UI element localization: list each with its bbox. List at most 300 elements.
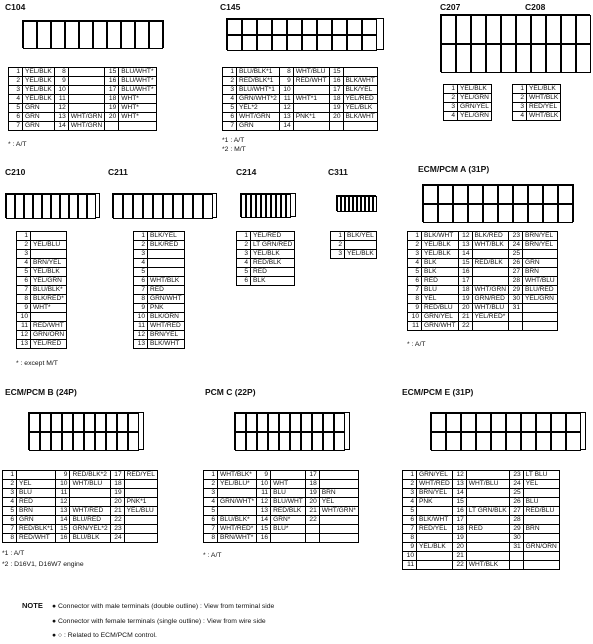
wire-color: YEL/BLU bbox=[124, 507, 157, 516]
wire-color bbox=[523, 489, 559, 498]
pin-number: 5 bbox=[3, 507, 17, 516]
pin-number bbox=[305, 534, 319, 543]
pin-row bbox=[223, 68, 378, 77]
wire-color: YEL/BLK bbox=[23, 95, 55, 104]
wire-color: PNK*1 bbox=[124, 498, 157, 507]
pin-number: 3 bbox=[331, 250, 345, 259]
terminal-cell bbox=[117, 432, 128, 451]
terminal-cell bbox=[246, 432, 257, 451]
wire-color: BLK/RED bbox=[472, 232, 509, 241]
wire-color: YEL bbox=[17, 480, 56, 489]
wire-color bbox=[319, 480, 358, 489]
title-c211: C211 bbox=[108, 167, 128, 177]
wire-color: RED/BLU bbox=[422, 304, 459, 313]
terminal-cell bbox=[227, 19, 242, 35]
title-pcmb: ECM/PCM B (24P) bbox=[5, 387, 77, 397]
terminal-cell bbox=[290, 432, 301, 451]
wire-color: YEL/RED bbox=[343, 95, 377, 104]
terminal-cell bbox=[486, 15, 501, 44]
connector-face-c214 bbox=[240, 193, 296, 217]
pin-row bbox=[223, 86, 378, 95]
pin-number: 16 bbox=[329, 77, 343, 86]
pin-row bbox=[3, 534, 158, 543]
pin-number: 12 bbox=[54, 104, 68, 113]
wire-color bbox=[124, 525, 157, 534]
pin-number: 11 bbox=[279, 95, 293, 104]
pin-number: 12 bbox=[452, 471, 466, 480]
pin-number: 21 bbox=[110, 507, 124, 516]
terminal-cell bbox=[84, 413, 95, 432]
pin-number: 6 bbox=[17, 277, 31, 286]
wire-color: BLK/WHT bbox=[343, 113, 377, 122]
pin-row bbox=[17, 304, 67, 313]
pin-number: 7 bbox=[408, 286, 422, 295]
terminal-cell bbox=[498, 185, 513, 204]
pin-number: 6 bbox=[9, 113, 23, 122]
pin-row bbox=[513, 94, 561, 103]
pin-number: 24 bbox=[110, 534, 124, 543]
terminal-cell bbox=[558, 204, 573, 223]
pin-number: 23 bbox=[509, 471, 523, 480]
pin-number: 3 bbox=[403, 489, 417, 498]
pin-number: 18 bbox=[110, 480, 124, 489]
pin-row bbox=[403, 543, 560, 552]
terminal-cell bbox=[62, 432, 73, 451]
pin-number: 7 bbox=[403, 525, 417, 534]
pin-row bbox=[17, 286, 67, 295]
pin-row bbox=[134, 331, 185, 340]
pin-number: 18 bbox=[452, 525, 466, 534]
wire-color: LT BLU bbox=[523, 471, 559, 480]
terminal-cell bbox=[543, 185, 558, 204]
pin-number: 1 bbox=[223, 68, 237, 77]
pin-number bbox=[105, 122, 119, 131]
pin-number: 10 bbox=[134, 313, 148, 322]
pin-row bbox=[134, 340, 185, 349]
wire-color: BLU/WHT* bbox=[119, 68, 156, 77]
terminal-cell bbox=[69, 194, 78, 219]
note-label: NOTE bbox=[22, 601, 43, 610]
pin-number: 31 bbox=[509, 304, 523, 313]
title-c104: C104 bbox=[5, 2, 26, 12]
pin-number: 6 bbox=[134, 277, 148, 286]
pin-number: 5 bbox=[408, 268, 422, 277]
connector-face-c311 bbox=[336, 195, 376, 211]
terminal-cell bbox=[323, 432, 334, 451]
terminal-cell bbox=[106, 413, 117, 432]
pin-number: 2 bbox=[513, 94, 527, 103]
wire-color bbox=[523, 304, 558, 313]
wire-color bbox=[466, 516, 509, 525]
pin-number: 3 bbox=[444, 103, 458, 112]
wire-color: WHT/GRN bbox=[472, 286, 509, 295]
terminal-cell bbox=[87, 194, 96, 219]
pin-number: 9 bbox=[279, 77, 293, 86]
pin-row bbox=[408, 250, 558, 259]
wire-color: BLU/WHT*1 bbox=[237, 86, 280, 95]
pin-number: 14 bbox=[56, 516, 70, 525]
pin-number: 1 bbox=[17, 232, 31, 241]
wire-color: YEL/RED bbox=[31, 340, 67, 349]
pin-number: 18 bbox=[305, 480, 319, 489]
terminal-cell bbox=[543, 204, 558, 223]
terminal-cell bbox=[536, 413, 551, 432]
terminal-cell bbox=[468, 204, 483, 223]
terminal-cell bbox=[95, 432, 106, 451]
terminal-cell bbox=[24, 194, 33, 219]
pin-number: 5 bbox=[204, 507, 218, 516]
wire-color: WHT/BLK bbox=[466, 561, 509, 570]
terminal-cell bbox=[576, 44, 591, 73]
wire-color: LT GRN/RED bbox=[251, 241, 295, 250]
wire-color bbox=[31, 232, 67, 241]
wire-color bbox=[343, 122, 377, 131]
pin-number: 3 bbox=[223, 86, 237, 95]
wire-color bbox=[523, 313, 558, 322]
pin-table-c145 bbox=[222, 67, 378, 131]
wire-color: RED bbox=[251, 268, 295, 277]
pin-row bbox=[403, 516, 560, 525]
pin-number: 3 bbox=[9, 86, 23, 95]
pin-row bbox=[17, 313, 67, 322]
pin-row bbox=[408, 304, 558, 313]
wire-color bbox=[119, 122, 156, 131]
wire-color: BLK/WHT bbox=[343, 77, 377, 86]
wire-color: BRN/YEL bbox=[148, 331, 185, 340]
pin-number: 6 bbox=[223, 113, 237, 122]
wire-color bbox=[523, 561, 559, 570]
pin-row bbox=[223, 113, 378, 122]
wire-color: BLU/BLK*1 bbox=[237, 68, 280, 77]
wire-color: YEL/BLK bbox=[23, 77, 55, 86]
terminal-cell bbox=[506, 413, 521, 432]
pin-row bbox=[403, 534, 560, 543]
terminal-cell bbox=[347, 35, 362, 51]
terminal-cell bbox=[113, 194, 123, 219]
terminal-cell bbox=[566, 432, 581, 451]
wire-color: RED/BLK*2 bbox=[70, 471, 110, 480]
pin-number: 20 bbox=[458, 304, 472, 313]
terminal-cell bbox=[438, 185, 453, 204]
wire-color: WHT/BLK bbox=[148, 277, 185, 286]
wire-color: BLK bbox=[251, 277, 295, 286]
pin-number: 18 bbox=[329, 95, 343, 104]
terminal-cell bbox=[566, 413, 581, 432]
pin-row bbox=[17, 250, 67, 259]
pin-number bbox=[509, 322, 523, 331]
wire-color: PNK bbox=[148, 304, 185, 313]
wire-color bbox=[417, 534, 453, 543]
pin-number: 3 bbox=[134, 250, 148, 259]
pin-table-c104 bbox=[8, 67, 157, 131]
terminal-cell bbox=[257, 432, 268, 451]
wire-color: RED/YEL bbox=[527, 103, 561, 112]
pin-number: 4 bbox=[204, 498, 218, 507]
wire-color: WHT/BLU bbox=[472, 304, 509, 313]
pin-number: 1 bbox=[204, 471, 218, 480]
terminal-cell bbox=[153, 194, 163, 219]
terminal-cell bbox=[193, 194, 203, 219]
wire-color: BRN bbox=[319, 489, 358, 498]
wire-color bbox=[472, 268, 509, 277]
terminal-cell bbox=[23, 21, 37, 49]
note-pcmc: * : A/T bbox=[203, 552, 222, 559]
pin-number: 15 bbox=[329, 68, 343, 77]
terminal-cell bbox=[143, 194, 153, 219]
pin-row bbox=[403, 498, 560, 507]
terminal-cell bbox=[128, 413, 139, 432]
note-c210: * : except M/T bbox=[16, 360, 58, 367]
title-c210: C210 bbox=[5, 167, 26, 177]
terminal-cell bbox=[521, 413, 536, 432]
wire-color: WHT/BLK* bbox=[218, 471, 257, 480]
pin-number: 8 bbox=[134, 295, 148, 304]
wire-color bbox=[124, 489, 157, 498]
pin-number: 16 bbox=[56, 534, 70, 543]
pin-number: 16 bbox=[458, 268, 472, 277]
wire-color: WHT* bbox=[119, 113, 156, 122]
pin-number: 6 bbox=[3, 516, 17, 525]
pin-number: 15 bbox=[257, 525, 271, 534]
pin-row bbox=[444, 103, 492, 112]
connector-face-c104 bbox=[22, 20, 164, 48]
wire-color bbox=[70, 489, 110, 498]
wire-color: YEL/BLK bbox=[417, 543, 453, 552]
pin-number: 9 bbox=[56, 471, 70, 480]
pin-number: 8 bbox=[3, 534, 17, 543]
terminal-cell bbox=[476, 432, 491, 451]
wire-color: BLK/YEL bbox=[343, 86, 377, 95]
wire-color: YEL/BLK bbox=[31, 268, 67, 277]
pin-row bbox=[3, 471, 158, 480]
pin-row bbox=[403, 480, 560, 489]
terminal-cell bbox=[123, 194, 133, 219]
terminal-cell bbox=[302, 19, 317, 35]
pin-row bbox=[237, 232, 295, 241]
pin-number: 4 bbox=[17, 259, 31, 268]
pin-row bbox=[223, 95, 378, 104]
terminal-cell bbox=[536, 432, 551, 451]
pin-number: 8 bbox=[204, 534, 218, 543]
wire-color bbox=[523, 534, 559, 543]
pin-number: 8 bbox=[279, 68, 293, 77]
wire-color bbox=[218, 507, 257, 516]
wire-color: BLK/YEL bbox=[148, 232, 185, 241]
pin-number: 2 bbox=[403, 480, 417, 489]
wire-color: RED/WHT bbox=[293, 77, 329, 86]
pin-number bbox=[509, 552, 523, 561]
wire-color: BRN/YEL bbox=[523, 241, 558, 250]
wire-color: BRN/WHT* bbox=[218, 534, 257, 543]
pin-row bbox=[408, 259, 558, 268]
wire-color bbox=[148, 250, 185, 259]
pin-number: 9 bbox=[403, 543, 417, 552]
pin-number: 2 bbox=[223, 77, 237, 86]
pin-row bbox=[17, 295, 67, 304]
terminal-cell bbox=[551, 432, 566, 451]
pin-number: 21 bbox=[452, 552, 466, 561]
wire-color: BLU/BLK* bbox=[218, 516, 257, 525]
terminal-cell bbox=[84, 432, 95, 451]
wire-color: RED/BLK*1 bbox=[237, 77, 280, 86]
wire-color: BLU/WHT* bbox=[119, 77, 156, 86]
pin-row bbox=[408, 277, 558, 286]
pin-row bbox=[237, 277, 295, 286]
terminal-cell bbox=[521, 432, 536, 451]
terminal-cell bbox=[279, 413, 290, 432]
title-c311: C311 bbox=[328, 167, 348, 177]
terminal-cell bbox=[65, 21, 79, 49]
pin-row bbox=[408, 295, 558, 304]
wire-color: GRN bbox=[17, 516, 56, 525]
pin-row bbox=[403, 489, 560, 498]
wire-color bbox=[31, 250, 67, 259]
wire-color bbox=[124, 480, 157, 489]
wire-color bbox=[293, 122, 329, 131]
pin-number: 1 bbox=[444, 85, 458, 94]
pin-number: 4 bbox=[403, 498, 417, 507]
wire-color: BRN bbox=[523, 268, 558, 277]
wire-color: RED/YEL bbox=[417, 525, 453, 534]
pin-row bbox=[9, 68, 157, 77]
wire-color bbox=[148, 268, 185, 277]
pin-table-c211 bbox=[133, 231, 185, 349]
terminal-cell bbox=[456, 44, 471, 73]
wire-color bbox=[68, 86, 105, 95]
pin-row bbox=[331, 232, 377, 241]
pin-number: 17 bbox=[458, 277, 472, 286]
terminal-cell bbox=[29, 432, 40, 451]
terminal-cell bbox=[446, 413, 461, 432]
pin-number: 3 bbox=[3, 489, 17, 498]
wire-color bbox=[466, 552, 509, 561]
terminal-cell bbox=[347, 19, 362, 35]
wire-color: BRN/YEL bbox=[523, 232, 558, 241]
pin-number: 1 bbox=[513, 85, 527, 94]
wire-color bbox=[523, 322, 558, 331]
pin-row bbox=[17, 259, 67, 268]
pin-row bbox=[408, 232, 558, 241]
wire-color bbox=[319, 516, 358, 525]
pin-row bbox=[331, 250, 377, 259]
title-pcmc: PCM C (22P) bbox=[205, 387, 256, 397]
terminal-cell bbox=[317, 35, 332, 51]
pin-row bbox=[134, 250, 185, 259]
terminal-cell bbox=[332, 35, 347, 51]
note-pcmb-1: *1 : A/T bbox=[2, 550, 25, 557]
wire-color: YEL/BLU* bbox=[218, 480, 257, 489]
pin-number: 22 bbox=[305, 516, 319, 525]
terminal-cell bbox=[268, 432, 279, 451]
pin-row bbox=[17, 277, 67, 286]
pin-number: 18 bbox=[458, 286, 472, 295]
wire-color bbox=[293, 86, 329, 95]
wire-color bbox=[523, 516, 559, 525]
pin-number: 17 bbox=[305, 471, 319, 480]
pin-number: 10 bbox=[54, 86, 68, 95]
terminal-cell bbox=[51, 194, 60, 219]
wire-color: GRN/WHT bbox=[422, 322, 459, 331]
wire-color: WHT/BLU bbox=[466, 480, 509, 489]
terminal-cell bbox=[107, 21, 121, 49]
terminal-cell bbox=[423, 204, 438, 223]
wire-color: BLU/BLK* bbox=[31, 286, 67, 295]
note-pcma: * : A/T bbox=[407, 341, 426, 348]
wire-color bbox=[148, 259, 185, 268]
terminal-cell bbox=[461, 432, 476, 451]
pin-number: 4 bbox=[237, 259, 251, 268]
pin-row bbox=[204, 498, 359, 507]
wire-color: BLU bbox=[422, 286, 459, 295]
pin-number: 2 bbox=[408, 241, 422, 250]
wire-color: YEL/GRN bbox=[31, 277, 67, 286]
wire-color bbox=[417, 552, 453, 561]
pin-number: 12 bbox=[17, 331, 31, 340]
terminal-cell bbox=[128, 432, 139, 451]
pin-row bbox=[403, 471, 560, 480]
pin-row bbox=[403, 525, 560, 534]
wire-color: YEL/BLK bbox=[422, 250, 459, 259]
terminal-cell bbox=[117, 413, 128, 432]
pin-number: 12 bbox=[134, 331, 148, 340]
pin-number: 16 bbox=[257, 534, 271, 543]
wire-color: BLK/WHT bbox=[148, 340, 185, 349]
wire-color bbox=[319, 471, 358, 480]
pin-number: 11 bbox=[17, 322, 31, 331]
wire-color bbox=[523, 250, 558, 259]
wire-color: GRN* bbox=[271, 516, 306, 525]
terminal-cell bbox=[301, 413, 312, 432]
wire-color: BLU/RED bbox=[523, 286, 558, 295]
connector-face-pcmb bbox=[28, 412, 144, 450]
pin-row bbox=[403, 507, 560, 516]
wire-color: GRN bbox=[237, 122, 280, 131]
wire-color bbox=[31, 313, 67, 322]
pin-number: 4 bbox=[223, 95, 237, 104]
wire-color bbox=[70, 498, 110, 507]
title-c208: C208 bbox=[525, 2, 546, 12]
wire-color: WHT bbox=[271, 480, 306, 489]
wire-color: YEL bbox=[422, 295, 459, 304]
pin-number: 22 bbox=[110, 516, 124, 525]
note-line-1: ● Connector with male terminals (double outline) : View from terminal side bbox=[52, 603, 275, 610]
wire-color: GRN/WHT*2 bbox=[237, 95, 280, 104]
pin-table-pcme bbox=[402, 470, 560, 570]
terminal-cell bbox=[93, 21, 107, 49]
wire-color: RED/YEL bbox=[124, 471, 157, 480]
pin-row bbox=[223, 104, 378, 113]
pin-number: 19 bbox=[329, 104, 343, 113]
wire-color: RED/BLK bbox=[271, 507, 306, 516]
terminal-cell bbox=[106, 432, 117, 451]
pin-table-c207 bbox=[443, 84, 492, 121]
wire-color: BLU/BLK bbox=[70, 534, 110, 543]
wire-color: BLU bbox=[271, 489, 306, 498]
terminal-cell bbox=[334, 432, 345, 451]
pin-number: 8 bbox=[17, 295, 31, 304]
pin-row bbox=[17, 241, 67, 250]
wire-color: GRN/YEL bbox=[422, 313, 459, 322]
pin-number: 6 bbox=[403, 516, 417, 525]
pin-row bbox=[17, 268, 67, 277]
wire-color: YEL/GRN bbox=[458, 112, 492, 121]
pin-number: 30 bbox=[509, 534, 523, 543]
pin-number: 19 bbox=[110, 489, 124, 498]
terminal-cell bbox=[62, 413, 73, 432]
pin-number: 2 bbox=[9, 77, 23, 86]
pin-table-c214 bbox=[236, 231, 295, 286]
pin-row bbox=[408, 313, 558, 322]
